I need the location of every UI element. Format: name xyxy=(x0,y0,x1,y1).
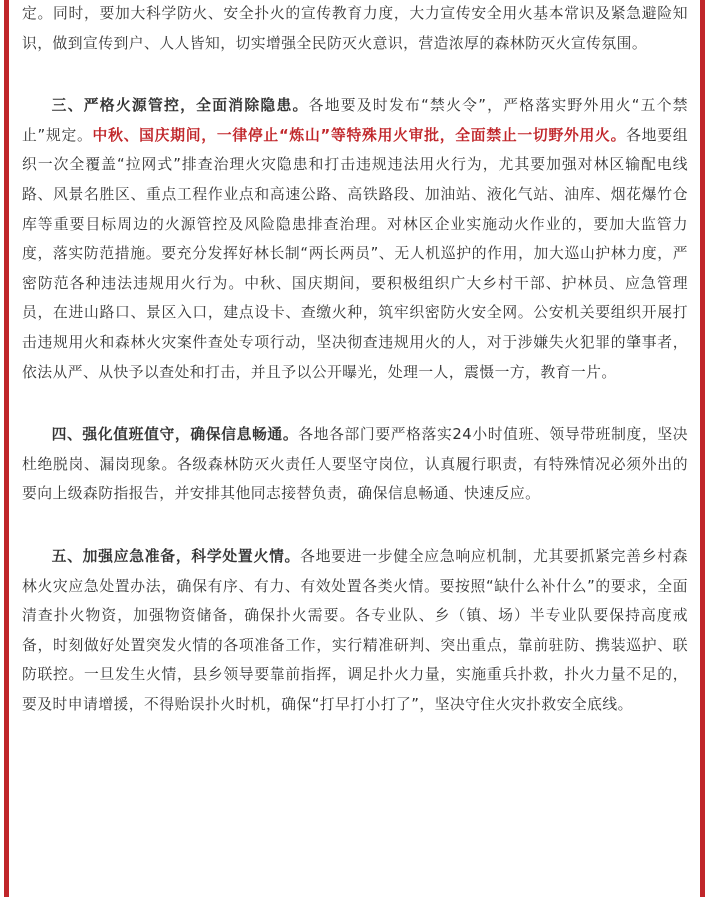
article-body xyxy=(22,0,688,719)
section-5-heading: 五、加强应急准备，科学处置火情。 xyxy=(51,547,301,565)
left-red-border xyxy=(4,0,9,897)
paragraph-spacer xyxy=(22,58,688,91)
section-3-paragraph xyxy=(22,91,688,387)
right-red-border xyxy=(700,0,705,897)
section-3-text-before: 各地要及时发布“禁火令”，严格落实野外用火“五个禁止”规定。 xyxy=(22,97,689,144)
section-4-paragraph xyxy=(22,420,688,509)
paragraph-spacer xyxy=(22,509,688,542)
paragraph-spacer xyxy=(22,387,688,420)
section-4-heading: 四、强化值班值守，确保信息畅通。 xyxy=(51,426,299,444)
section-3-text-after: 各地要组织一次全覆盖“拉网式”排查治理火灾隐患和打击违规违法用火行为，尤其要加强对林区输配电线路、风景名胜区、重点工程作业点和高速公路、高铁路段、加油站、液化气站、油库、烟花爆竹仓库等重要目标周边的火源管控及风险隐患排查治理。对林区企业实施动火作业的，要加大监管力度，落实防范措施。要充分发挥好林长制“两长两员”、无人机巡护的作用，加大巡山护林力度，严密防范各种违法违规用火行为。中秋、国庆期间，要积极组织广大乡村干部、护林员、应急管理员，在进山路口、景区入口，建点设卡、查缴火种，筑牢织密防火安全网。公安机关要组织开展打击违规用火和森林火灾案件查处专项行动，坚决彻查违规用火的人，对于涉嫌失火犯罪的肇事者，依法从严、从快予以查处和打击，并且予以公开曝光，处理一人，震慑一方，教育一片。 xyxy=(22,126,688,381)
intro-paragraph xyxy=(22,0,688,58)
section-5-text: 各地要进一步健全应急响应机制，尤其要抓紧完善乡村森林火灾应急处置办法，确保有序、有力、有效处置各类火情。要按照“缺什么补什么”的要求，全面清查扑火物资，加强物资储备，确保扑火需要。各专业队、乡（镇、场）半专业队要保持高度戒备，时刻做好处置突发火情的各项准备工作，实行精准研判、突出重点，靠前驻防、携装巡护、联防联控。一旦发生火情，县乡领导要靠前指挥，调足扑火力量，实施重兵扑救，扑火力量不足的，要及时申请增援，不得贻误扑火时机，确保“打早打小打了”，坚决守住火灾扑救安全底线。 xyxy=(22,547,688,713)
section-3-red-emphasis: 中秋、国庆期间，一律停止“炼山”等特殊用火审批，全面禁止一切野外用火。 xyxy=(92,126,627,144)
section-5-paragraph xyxy=(22,542,688,720)
intro-paragraph-text: 定。同时，要加大科学防火、安全扑火的宣传教育力度，大力宣传安全用火基本常识及紧急避险知识，做到宣传到户、人人皆知，切实增强全民防灭火意识，营造浓厚的森林防灭火宣传氛围。 xyxy=(22,5,688,52)
section-3-heading: 三、严格火源管控，全面消除隐患。 xyxy=(51,97,309,115)
section-4-text: 各地各部门要严格落实24小时值班、领导带班制度，坚决杜绝脱岗、漏岗现象。各级森林防灭火责任人要坚守岗位，认真履行职责，有特殊情况必须外出的要向上级森防指报告，并安排其他同志接替负责，确保信息畅通、快速反应。 xyxy=(22,426,688,503)
